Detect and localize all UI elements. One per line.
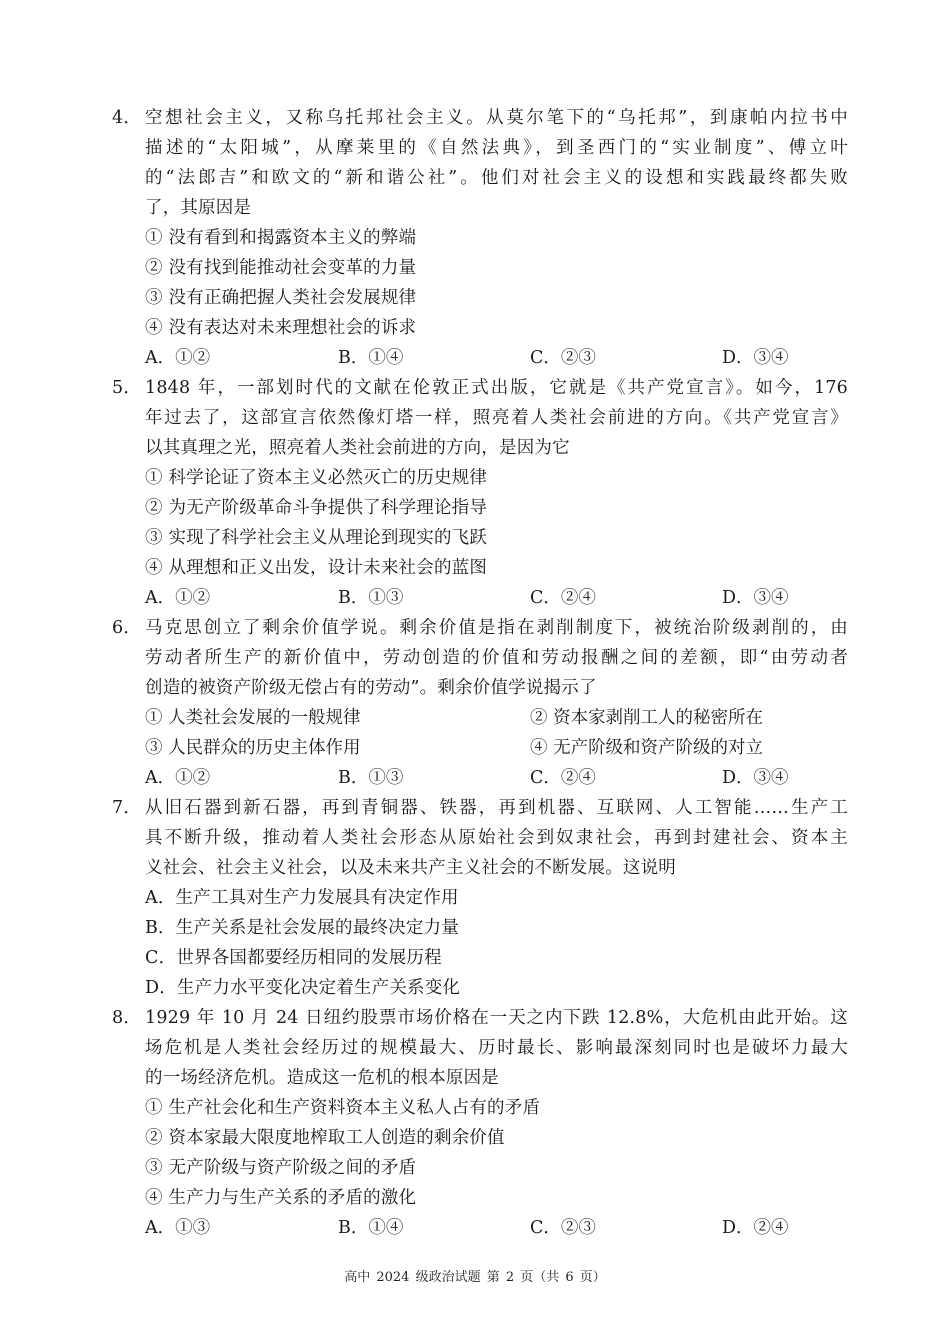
choice-c[interactable]: C．②③: [530, 1218, 596, 1238]
stem-text: 1848 年，一部划时代的文献在伦敦正式出版，它就是《共产党宣言》。如今，176: [145, 378, 848, 398]
question-stem-line: [112, 163, 852, 193]
answer-choices: [112, 583, 852, 613]
stem-text: 场危机是人类社会经历过的规模最大、历时最长、影响最深刻同时也是破坏力最大: [145, 1038, 848, 1058]
choice-b[interactable]: B．①④: [338, 348, 404, 368]
question-stem-line: [112, 853, 852, 883]
statement: ① 科学论证了资本主义必然灭亡的历史规律: [145, 468, 488, 488]
choice-c[interactable]: C．②③: [530, 348, 596, 368]
choice-b[interactable]: B．①③: [338, 768, 404, 788]
choice-b[interactable]: B．①④: [338, 1218, 404, 1238]
choice-c[interactable]: C．世界各国都要经历相同的发展历程: [145, 948, 442, 968]
statement: ④ 生产力与生产关系的矛盾的激化: [145, 1188, 417, 1208]
choice-a[interactable]: A．①②: [145, 588, 211, 608]
question-stem-line: [112, 103, 852, 133]
answer-choices: [112, 1213, 852, 1243]
question-stem-line: [112, 133, 852, 163]
question-number: 4．: [112, 108, 142, 128]
question-stem-line: [112, 1003, 852, 1033]
answer-choices: [112, 763, 852, 793]
question-number: 7．: [112, 798, 142, 818]
statement: ③ 人民群众的历史主体作用: [145, 738, 361, 758]
statement: ③ 没有正确把握人类社会发展规律: [145, 288, 417, 308]
choice-d[interactable]: D．③④: [722, 348, 789, 368]
question-4: [112, 103, 852, 373]
statement: ① 生产社会化和生产资料资本主义私人占有的矛盾: [145, 1098, 541, 1118]
statement: ② 没有找到能推动社会变革的力量: [145, 258, 417, 278]
stem-text: 以其真理之光，照亮着人类社会前进的方向，是因为它: [145, 438, 570, 458]
choice-c[interactable]: C．②④: [530, 768, 596, 788]
choice-a[interactable]: A．①②: [145, 768, 211, 788]
statement: ③ 无产阶级与资产阶级之间的矛盾: [145, 1158, 417, 1178]
stem-text: 从旧石器到新石器，再到青铜器、铁器，再到机器、互联网、人工智能……生产工: [145, 798, 848, 818]
stem-text: 义社会、社会主义社会，以及未来共产主义社会的不断发展。这说明: [145, 858, 676, 878]
page-footer: 高中 2024 级政治试题 第 2 页（共 6 页）: [344, 1270, 606, 1285]
statement: ③ 实现了科学社会主义从理论到现实的飞跃: [145, 528, 488, 548]
question-stem-line: [112, 613, 852, 643]
choice-a[interactable]: A．①③: [145, 1218, 211, 1238]
statement: ② 资本家剥削工人的秘密所在: [530, 708, 764, 728]
question-number: 5．: [112, 378, 142, 398]
stem-text: 的一场经济危机。造成这一危机的根本原因是: [145, 1068, 499, 1088]
question-stem-line: [112, 823, 852, 853]
choice-b[interactable]: B．①③: [338, 588, 404, 608]
stem-text: 1929 年 10 月 24 日纽约股票市场价格在一天之内下跌 12.8%，大危机由此开始。这: [145, 1008, 848, 1028]
choice-d[interactable]: D．生产力水平变化决定着生产关系变化: [145, 978, 461, 998]
statement: ② 资本家最大限度地榨取工人创造的剩余价值: [145, 1128, 505, 1148]
statement-row: [112, 703, 852, 733]
question-stem-line: [112, 373, 852, 403]
question-number: 8．: [112, 1008, 142, 1028]
stem-text: 了，其原因是: [145, 198, 252, 218]
question-8: [112, 1003, 852, 1243]
statement: ④ 没有表达对未来理想社会的诉求: [145, 318, 417, 338]
question-stem-line: [112, 433, 852, 463]
choice-a[interactable]: A．①②: [145, 348, 211, 368]
choice-b[interactable]: B．生产关系是社会发展的最终决定力量: [145, 918, 459, 938]
stem-text: 的“法郎吉”和欧文的“新和谐公社”。他们对社会主义的设想和实践最终都失败: [145, 168, 848, 188]
question-list: [112, 103, 852, 1243]
choice-d[interactable]: D．③④: [722, 768, 789, 788]
statement: ④ 从理想和正义出发，设计未来社会的蓝图: [145, 558, 488, 578]
question-stem-line: [112, 403, 852, 433]
stem-text: 具不断升级，推动着人类社会形态从原始社会到奴隶社会，再到封建社会、资本主: [145, 828, 848, 848]
choice-d[interactable]: D．③④: [722, 588, 789, 608]
question-stem-line: [112, 1033, 852, 1063]
question-5: [112, 373, 852, 613]
question-stem-line: [112, 793, 852, 823]
question-stem-line: [112, 193, 852, 223]
stem-text: 劳动者所生产的新价值中，劳动创造的价值和劳动报酬之间的差额，即“由劳动者: [145, 648, 848, 668]
stem-text: 创造的被资产阶级无偿占有的劳动”。剩余价值学说揭示了: [145, 678, 597, 698]
answer-choices: [112, 343, 852, 373]
choice-a[interactable]: A．生产工具对生产力发展具有决定作用: [145, 888, 459, 908]
question-7: [112, 793, 852, 1003]
question-6: [112, 613, 852, 793]
stem-text: 描述的“太阳城”，从摩莱里的《自然法典》，到圣西门的“实业制度”、傅立叶: [145, 138, 848, 158]
statement: ② 为无产阶级革命斗争提供了科学理论指导: [145, 498, 488, 518]
question-stem-line: [112, 643, 852, 673]
stem-text: 空想社会主义，又称乌托邦社会主义。从莫尔笔下的“乌托邦”，到康帕内拉书中: [145, 108, 848, 128]
statement: ④ 无产阶级和资产阶级的对立: [530, 738, 764, 758]
choice-c[interactable]: C．②④: [530, 588, 596, 608]
question-number: 6．: [112, 618, 142, 638]
question-stem-line: [112, 673, 852, 703]
statement-row: [112, 733, 852, 763]
stem-text: 马克思创立了剩余价值学说。剩余价值是指在剥削制度下，被统治阶级剥削的，由: [145, 618, 848, 638]
choice-d[interactable]: D．②④: [722, 1218, 789, 1238]
statement: ① 没有看到和揭露资本主义的弊端: [145, 228, 417, 248]
stem-text: 年过去了，这部宣言依然像灯塔一样，照亮着人类社会前进的方向。《共产党宣言》: [145, 408, 848, 428]
statement: ① 人类社会发展的一般规律: [145, 708, 361, 728]
question-stem-line: [112, 1063, 852, 1093]
